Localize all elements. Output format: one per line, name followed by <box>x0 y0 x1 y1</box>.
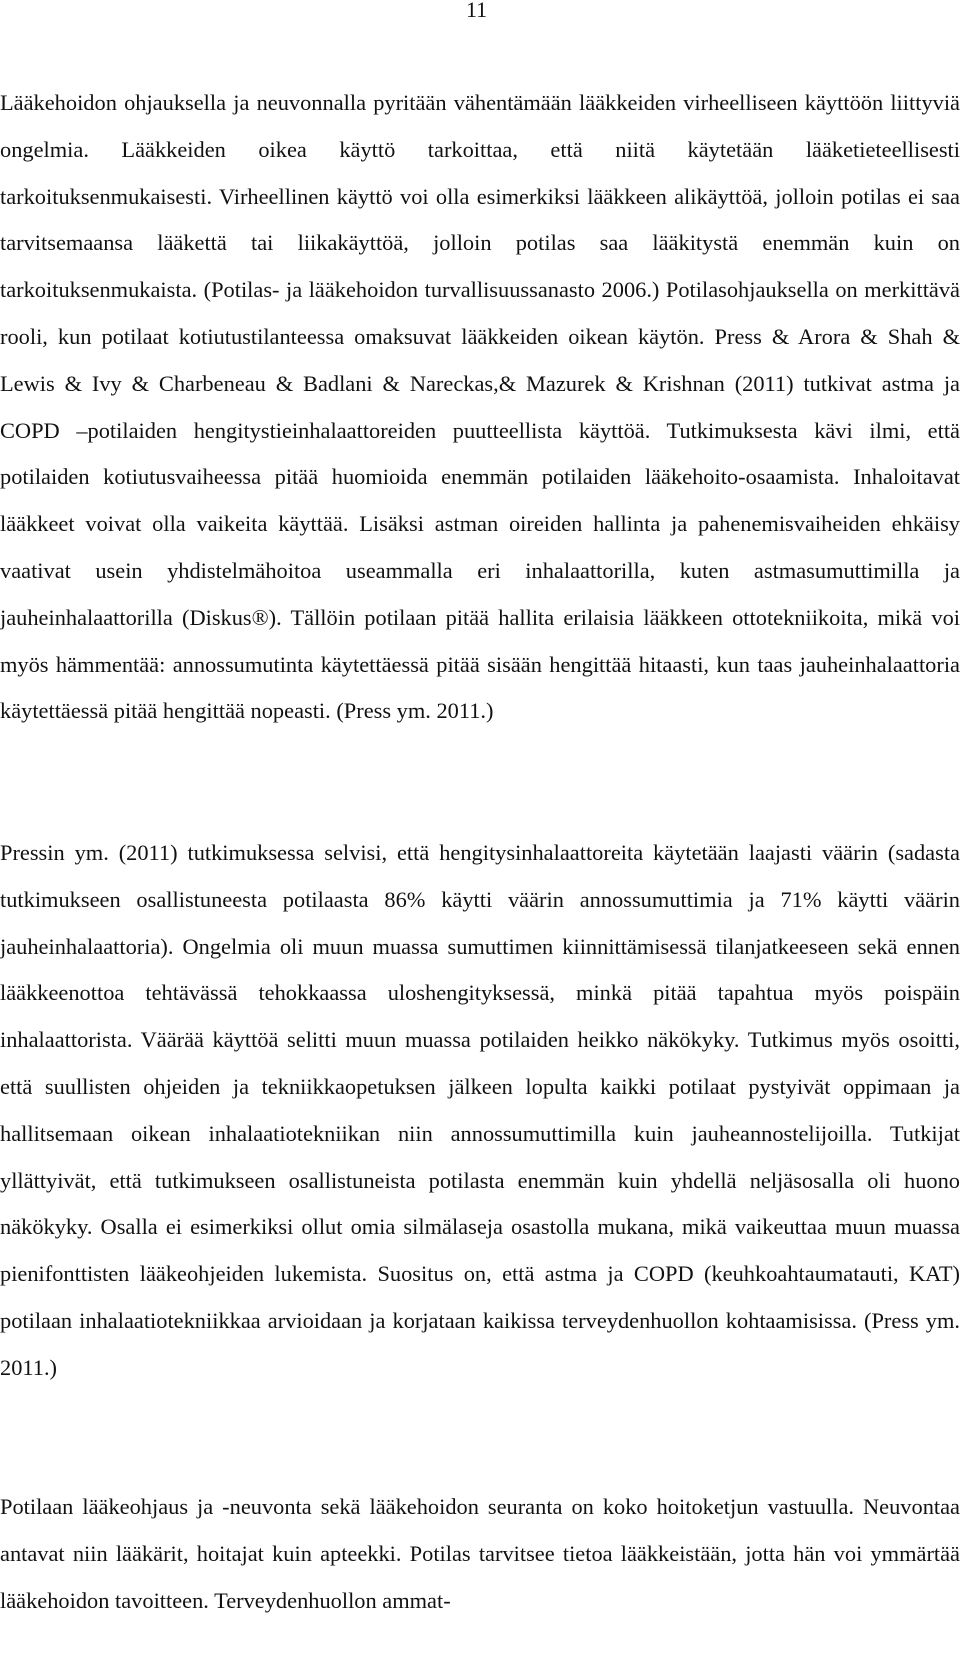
body-paragraph-1: Lääkehoidon ohjauksella ja neuvonnalla pyritään vähentämään lääkkeiden virheelliseen käyttöön liittyviä ongelmia. Lääkkeiden oikea käyttö tarkoittaa, että niitä käytetään lääketieteellisesti tarkoituksenmukaisesti. Virheellinen käyttö voi olla esimerkiksi lääkkeen alikäyttöä, jolloin potilas ei saa tarvitsemaansa lääkettä tai liikakäyttöä, jolloin potilas saa lääkitystä enemmän kuin on tarkoituksenmukaista. (Potilas- ja lääkehoidon turvallisuussanasto 2006.) Potilasohjauksella on merkittävä rooli, kun potilaat kotiutustilanteessa omaksuvat lääkkeiden oikean käytön. Press & Arora & Shah & Lewis & Ivy & Charbeneau & Badlani & Nareckas,& Mazurek & Krishnan (2011) tutkivat astma ja COPD –potilaiden hengitystieinhalaattoreiden puutteellista käyttöä. Tutkimuksesta kävi ilmi, että potilaiden kotiutusvaiheessa pitää huomioida enemmän potilaiden lääkehoito-osaamista. Inhaloitavat lääkkeet voivat olla vaikeita käyttää. Lisäksi astman oireiden hallinta ja pahenemisvaiheiden ehkäisy vaativat usein yhdistelmähoitoa useammalla eri inhalaattorilla, kuten astmasumuttimilla ja jauheinhalaattorilla (Diskus®). Tällöin potilaan pitää hallita erilaisia lääkkeen ottotekniikoita, mikä voi myös hämmentää: annossumutinta käytettäessä pitää sisään hengittää hitaasti, kun taas jauheinhalaattoria käytettäessä pitää hengittää nopeasti. (Press ym. 2011.) <box>0 90 960 724</box>
page-number: 11 <box>466 0 488 22</box>
body-paragraph-3: Potilaan lääkeohjaus ja -neuvonta sekä lääkehoidon seuranta on koko hoitoketjun vastuulla. Neuvontaa antavat niin lääkärit, hoitajat kuin apteekki. Potilas tarvitsee tietoa lääkkeistään, jotta hän voi ymmärtää lääkehoidon tavoitteen. Terveydenhuollon ammat- <box>0 1494 960 1613</box>
body-paragraph-2: Pressin ym. (2011) tutkimuksessa selvisi, että hengitysinhalaattoreita käytetään laajasti väärin (sadasta tutkimukseen osallistuneesta potilaasta 86% käytti väärin annossumuttimia ja 71% käytti väärin jauheinhalaattoria). Ongelmia oli muun muassa sumuttimen kiinnittämisessä tilanjatkeeseen sekä ennen lääkkeenottoa tehtävässä tehokkaassa uloshengityksessä, minkä pitää tapahtua myös poispäin inhalaattorista. Väärää käyttöä selitti muun muassa potilaiden heikko näkökyky. Tutkimus myös osoitti, että suullisten ohjeiden ja tekniikkaopetuksen jälkeen lopulta kaikki potilaat pystyivät oppimaan ja hallitsemaan oikean inhalaatiotekniikan niin annossumuttimilla kuin jauheannostelijoilla. Tutkijat yllättyivät, että tutkimukseen osallistuneista potilasta enemmän kuin yhdellä neljäsosalla oli huono näkökyky. Osalla ei esimerkiksi ollut omia silmälaseja osastolla mukana, mikä vaikeuttaa muun muassa pienifonttisten lääkeohjeiden lukemista. Suositus on, että astma ja COPD (keuhkoahtaumatauti, KAT) potilaan inhalaatiotekniikkaa arvioidaan ja korjataan kaikissa terveydenhuollon kohtaamisissa. (Press ym. 2011.) <box>0 840 960 1380</box>
